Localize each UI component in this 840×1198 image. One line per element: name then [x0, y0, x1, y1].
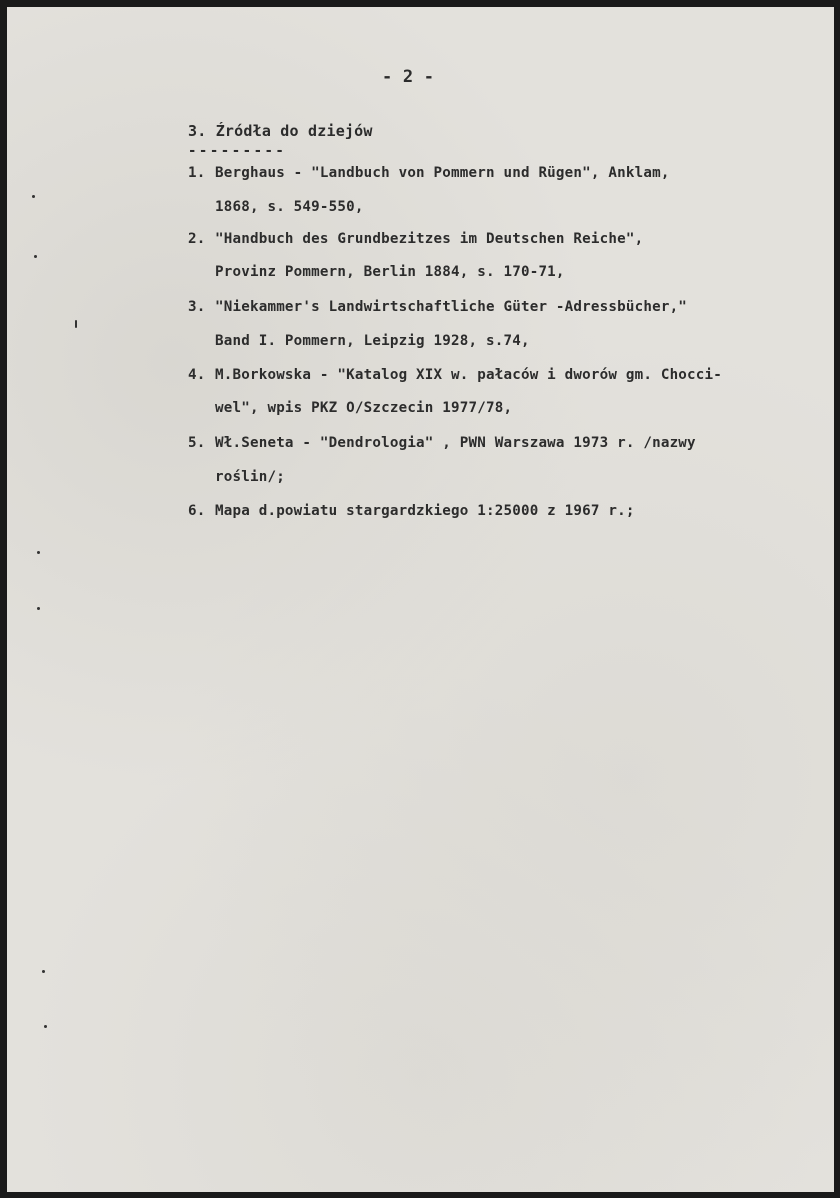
entry-line: wel", wpis PKZ O/Szczecin 1977/78, — [215, 400, 513, 416]
section-heading: 3. Źródła do dziejów — [188, 122, 373, 140]
entry-number: 1. — [188, 165, 206, 181]
margin-mark — [37, 551, 40, 554]
entry-line: Wł.Seneta - "Dendrologia" , PWN Warszawa 1973 r. /nazwy — [215, 435, 696, 451]
margin-mark — [42, 970, 45, 973]
margin-mark — [75, 320, 77, 328]
entry-number: 3. — [188, 299, 206, 315]
entry-line: "Handbuch des Grundbezitzes im Deutschen Reiche", — [215, 231, 644, 247]
entry-line: Mapa d.powiatu stargardzkiego 1:25000 z 1967 r.; — [215, 503, 635, 519]
entry-line: "Niekammer's Landwirtschaftliche Güter -Adressbücher," — [215, 299, 688, 315]
entry-number: 2. — [188, 231, 206, 247]
document-page — [7, 7, 834, 1192]
margin-mark — [44, 1025, 47, 1028]
page-number: - 2 - — [382, 67, 435, 87]
entry-line: Provinz Pommern, Berlin 1884, s. 170-71, — [215, 264, 565, 280]
margin-mark — [37, 607, 40, 610]
entry-number: 5. — [188, 435, 206, 451]
margin-mark — [34, 255, 37, 258]
entry-number: 6. — [188, 503, 206, 519]
entry-line: 1868, s. 549-550, — [215, 199, 364, 215]
margin-mark — [32, 195, 35, 198]
entry-line: M.Borkowska - "Katalog XIX w. pałaców i dworów gm. Chocci- — [215, 367, 723, 383]
entry-line: Berghaus - "Landbuch von Pommern und Rügen", Anklam, — [215, 165, 670, 181]
entry-number: 4. — [188, 367, 206, 383]
entry-line: Band I. Pommern, Leipzig 1928, s.74, — [215, 333, 530, 349]
entry-line: roślin/; — [215, 469, 285, 485]
section-underline: --------- — [188, 143, 287, 159]
